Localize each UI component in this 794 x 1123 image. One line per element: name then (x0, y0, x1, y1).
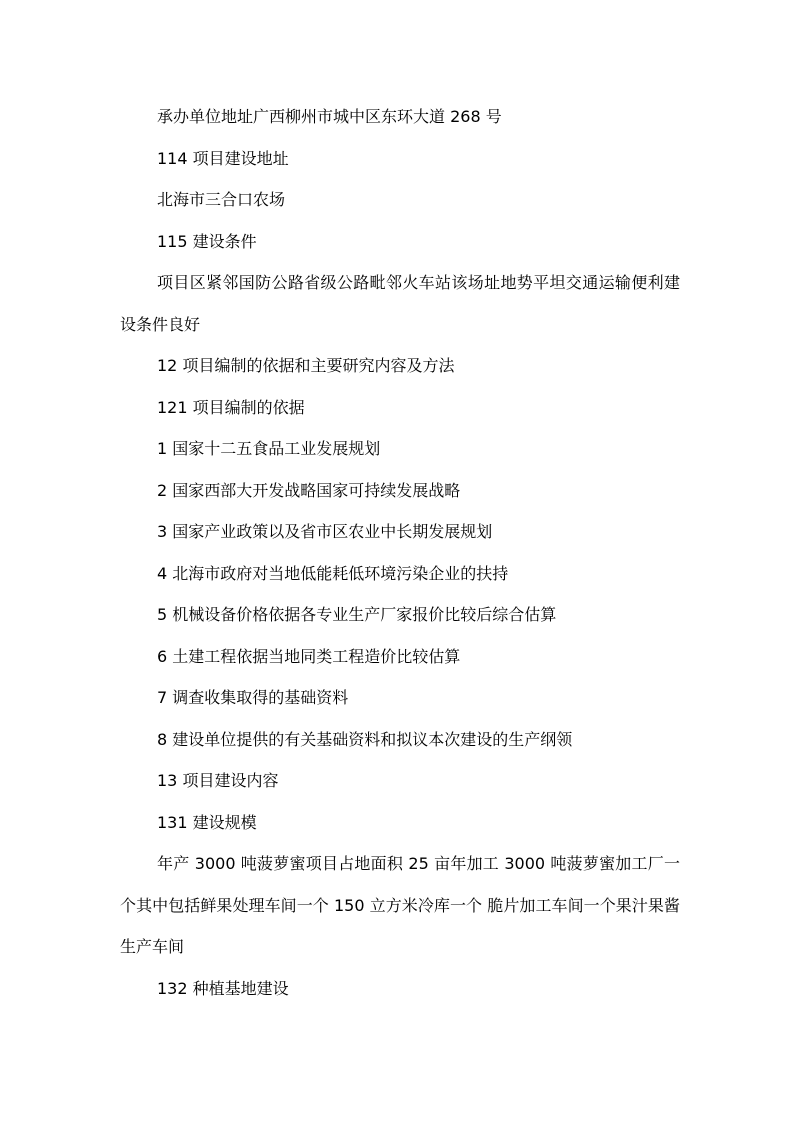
list-item-basis-3: 3 国家产业政策以及省市区农业中长期发展规划 (157, 522, 493, 541)
list-item-basis-4: 4 北海市政府对当地低能耗低环境污染企业的扶持 (157, 564, 509, 583)
heading-compilation-basis: 121 项目编制的依据 (157, 398, 305, 417)
list-item-basis-2: 2 国家西部大开发战略国家可持续发展战略 (157, 481, 461, 500)
heading-construction-content: 13 项目建设内容 (157, 771, 279, 790)
heading-planting-base: 132 种植基地建设 (157, 979, 289, 998)
heading-construction-conditions: 115 建设条件 (157, 232, 257, 251)
list-item-basis-1: 1 国家十二五食品工业发展规划 (157, 439, 381, 458)
list-item-basis-7: 7 调查收集取得的基础资料 (157, 688, 349, 707)
list-item-basis-5: 5 机械设备价格依据各专业生产厂家报价比较后综合估算 (157, 605, 557, 624)
list-item-basis-8: 8 建设单位提供的有关基础资料和拟议本次建设的生产纲领 (157, 730, 573, 749)
heading-project-location: 114 项目建设地址 (157, 149, 289, 168)
heading-construction-scale: 131 建设规模 (157, 813, 257, 832)
paragraph-contractor-address: 承办单位地址广西柳州市城中区东环大道 268 号 (157, 107, 502, 126)
paragraph-project-location: 北海市三合口农场 (157, 190, 286, 209)
paragraph-construction-scale: 年产 3000 吨菠萝蜜项目占地面积 25 亩年加工 3000 吨菠萝蜜加工厂一个其中包括鲜果处理车间一个 150 立方米冷库一个 脆片加工车间一个果汁果酱生产车间 (120, 854, 680, 956)
heading-basis-and-content: 12 项目编制的依据和主要研究内容及方法 (157, 356, 455, 375)
list-item-basis-6: 6 土建工程依据当地同类工程造价比较估算 (157, 647, 461, 666)
paragraph-construction-conditions: 项目区紧邻国防公路省级公路毗邻火车站该场址地势平坦交通运输便利建设条件良好 (120, 273, 680, 334)
